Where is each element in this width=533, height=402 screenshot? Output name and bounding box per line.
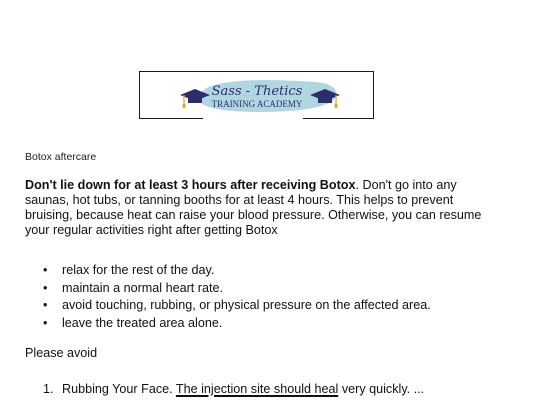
bullet-icon: • bbox=[43, 263, 48, 277]
bullet-icon: • bbox=[43, 280, 48, 295]
list-number: 1. bbox=[43, 382, 54, 396]
underlined-phrase: The injection site should heal bbox=[175, 382, 339, 396]
bullet-icon: • bbox=[43, 315, 48, 330]
intro-bold: Don't lie down for at least 3 hours after receiving Botox bbox=[25, 178, 356, 192]
intro-paragraph bbox=[25, 178, 495, 238]
document-title: Botox aftercare bbox=[25, 151, 97, 163]
logo-line1: Sass - Thetics bbox=[211, 84, 303, 99]
list-item: • avoid touching, rubbing, or physical pressure on the affected area. bbox=[25, 297, 431, 315]
logo-graphic bbox=[140, 72, 375, 120]
list-item: • maintain a normal heart rate. bbox=[25, 280, 431, 298]
list-item: • relax for the rest of the day. bbox=[25, 262, 431, 280]
avoid-heading: Please avoid bbox=[25, 346, 98, 360]
list-item: Rubbing Your Face. The injection site should heal very quickly. ... bbox=[62, 382, 425, 396]
bullet-icon: • bbox=[43, 298, 48, 312]
logo-frame-gap bbox=[203, 116, 303, 122]
list-item: • leave the treated area alone. bbox=[25, 315, 431, 333]
logo-line2: TRAINING ACADEMY bbox=[211, 99, 303, 109]
aftercare-bullet-list bbox=[25, 262, 431, 332]
intro-rest: . Don't go into any saunas, hot tubs, or tanning booths for at least 4 hours. This helps to prevent bruising, because heat can raise your blood pressure. Otherwise, you can resume your regular activities right after getting Botox bbox=[25, 178, 482, 237]
academy-logo bbox=[139, 71, 374, 119]
